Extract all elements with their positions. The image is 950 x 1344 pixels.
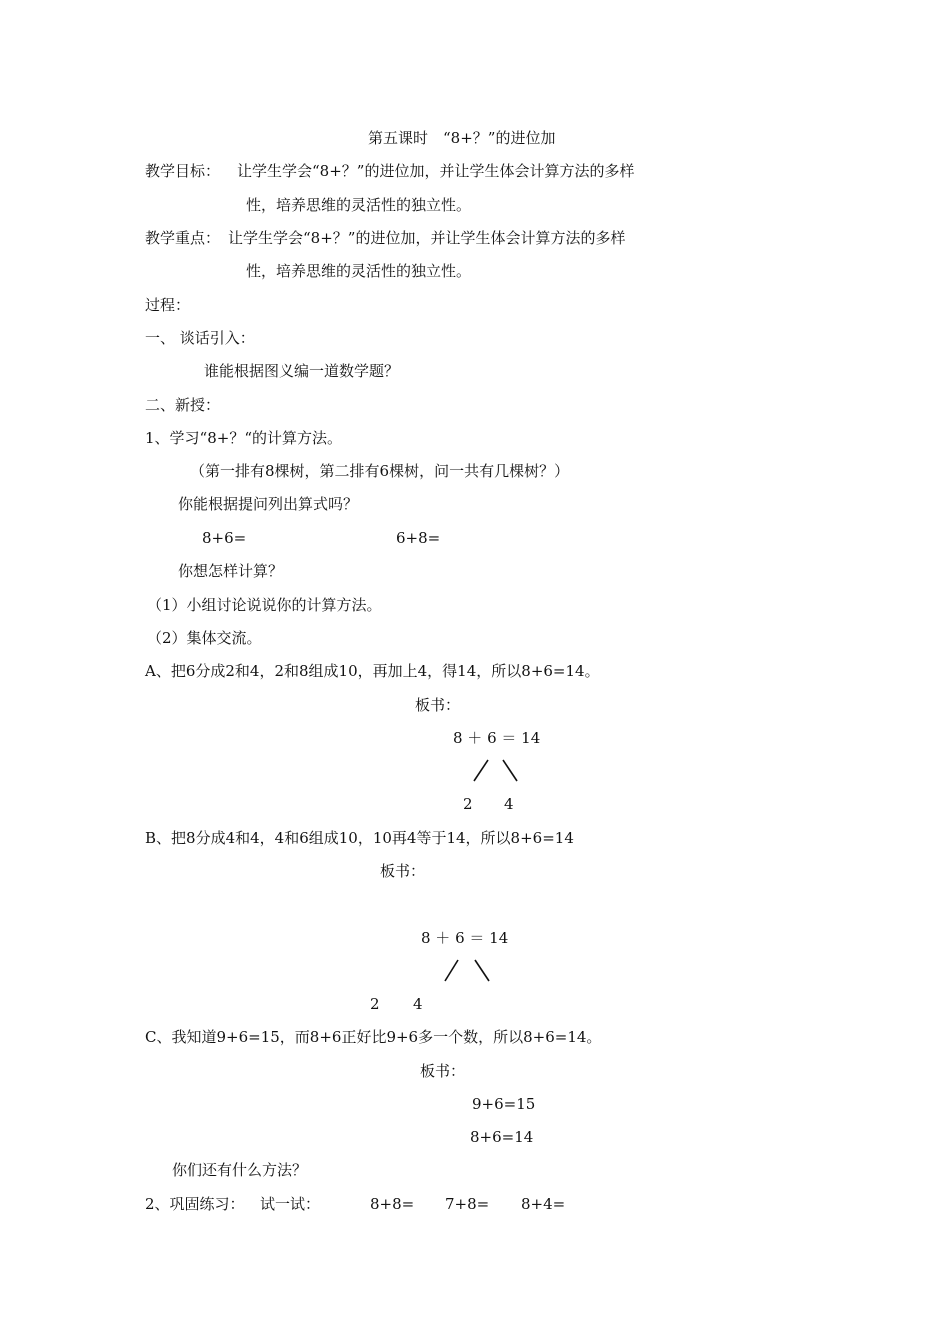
key-points-label: 教学重点： [145,229,221,247]
board-c-line1: 9+6=15 [472,1095,536,1113]
ask-method: 你想怎样计算？ [178,562,284,580]
board-c-line2: 8+6=14 [470,1128,534,1146]
objectives-line1: 让学生学会“8+？”的进位加，并让学生体会计算方法的多样 [237,162,635,180]
discuss-2: （2）集体交流。 [147,629,262,647]
board-b-equation: 8 ＋ 6 ＝ 14 [421,929,509,947]
board-label-c: 板书： [420,1062,466,1080]
discuss-1: （1）小组讨论说说你的计算方法。 [147,596,382,614]
section1-heading: 一、 谈话引入： [145,329,255,347]
section2-heading: 二、新授： [145,396,221,414]
formula-2: 6+8= [396,529,441,547]
board-b-right: 4 [413,995,423,1013]
key-points-line2: 性，培养思维的灵活性的独立性。 [246,262,472,280]
board-label-b: 板书： [380,862,426,880]
practice-item-3: 8+4= [521,1195,566,1213]
objectives-line2: 性，培养思维的灵活性的独立性。 [246,196,472,214]
objectives-label: 教学目标： [145,162,221,180]
lesson-title: 第五课时 “8+？”的进位加 [368,129,556,147]
formula-1: 8+6= [202,529,247,547]
key-points-line1: 让学生学会“8+？”的进位加，并让学生体会计算方法的多样 [228,229,626,247]
method-a: A、把6分成2和4，2和8组成10，再加上4，得14，所以8+6=14。 [145,662,600,680]
method-b: B、把8分成4和4，4和6组成10，10再4等于14，所以8+6=14 [145,829,574,847]
method-c: C、我知道9+6=15，而8+6正好比9+6多一个数，所以8+6=14。 [145,1028,602,1046]
section1-question: 谁能根据图义编一道数学题？ [204,362,400,380]
board-a-left: 2 [463,795,473,813]
step1-heading: 1、学习“8+？“的计算方法。 [145,429,342,447]
practice-try: 试一试： [260,1195,321,1213]
problem-text: （第一排有8棵树，第二排有6棵树，问一共有几棵树？） [190,462,570,480]
ask-formula: 你能根据提问列出算式吗？ [178,495,359,513]
practice-item-2: 7+8= [445,1195,490,1213]
board-a-right: 4 [504,795,514,813]
board-a-branch-lines [470,758,520,784]
board-a-equation: 8 ＋ 6 ＝ 14 [453,729,541,747]
other-methods: 你们还有什么方法？ [172,1161,308,1179]
process-heading: 过程： [145,296,191,314]
board-b-left: 2 [370,995,380,1013]
board-label-a: 板书： [415,696,461,714]
practice-label: 2、巩固练习： [145,1195,245,1213]
board-b-branch-lines [442,958,492,984]
practice-item-1: 8+8= [370,1195,415,1213]
